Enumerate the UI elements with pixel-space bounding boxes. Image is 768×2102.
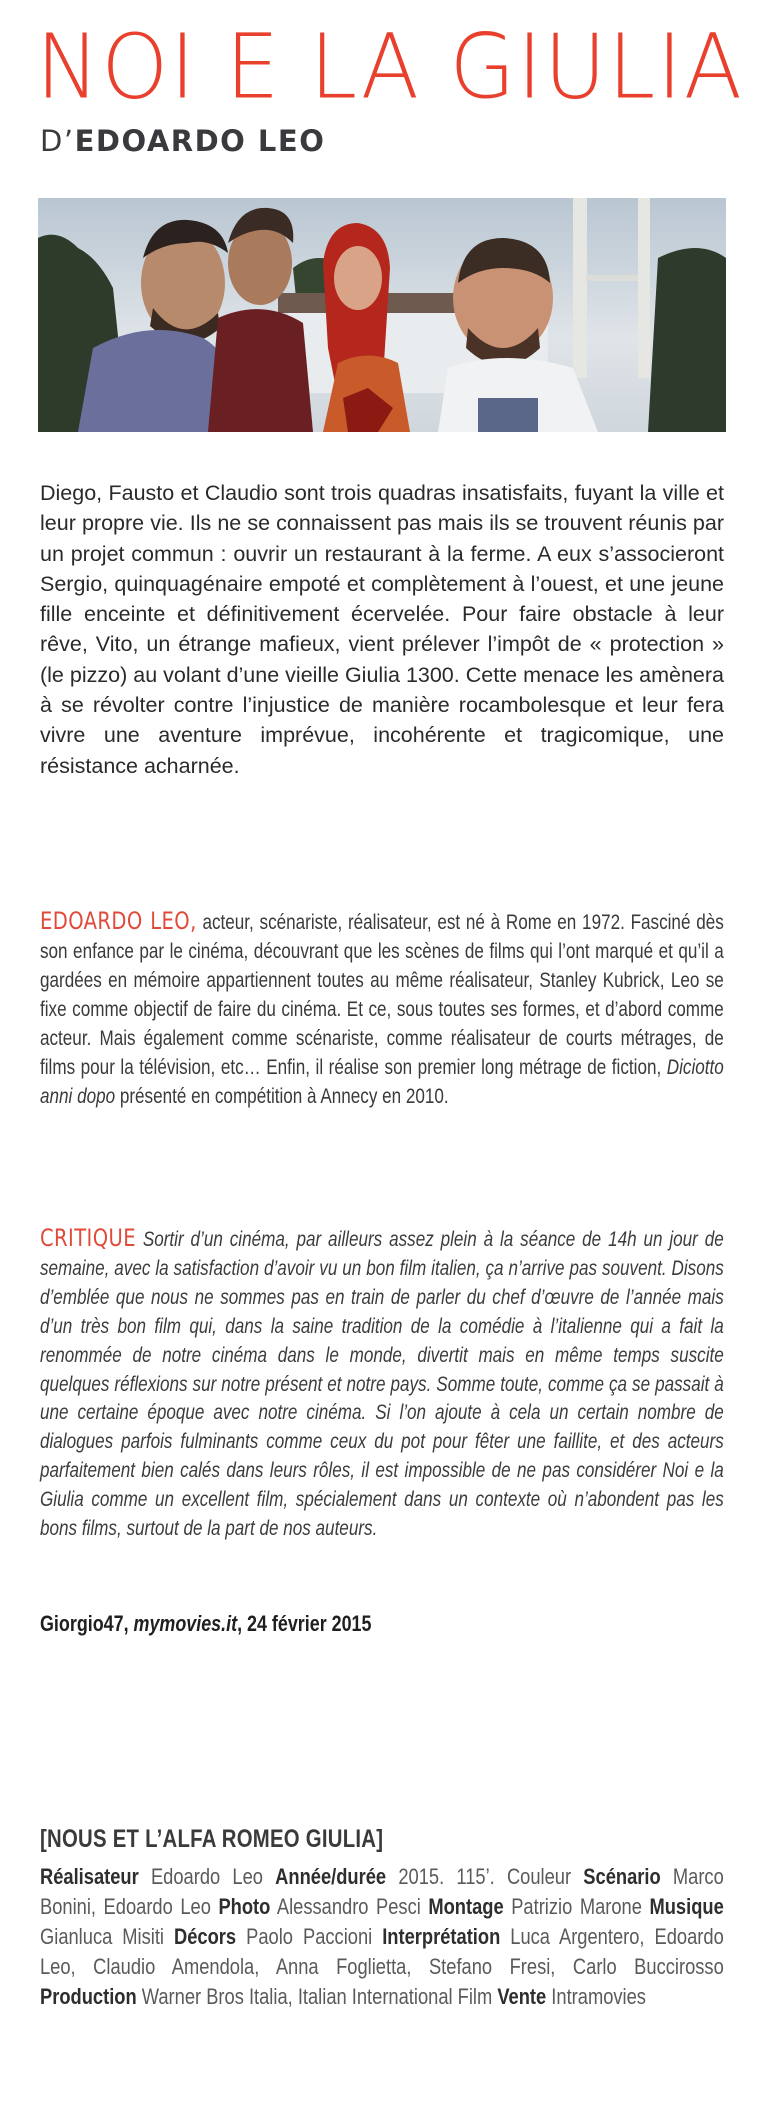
source-author: Giorgio47, xyxy=(40,1611,134,1636)
page-title xyxy=(36,14,744,119)
credit-label: Scénario xyxy=(583,1864,661,1889)
bio-text-end: présenté en compétition à Annecy en 2010. xyxy=(115,1085,449,1108)
credit-label: Musique xyxy=(649,1894,724,1919)
credits-heading-wrap xyxy=(40,1824,724,1854)
bio-film-title: Diciotto anni dopo xyxy=(40,1056,724,1108)
credit-label: Décors xyxy=(174,1924,237,1949)
critique-label: CRITIQUE xyxy=(40,1224,136,1252)
subtitle-prefix: D’ xyxy=(40,124,75,158)
critique-text: Sortir d’un cinéma, par ailleurs assez plein à la séance de 14h un jour de semaine, avec la satisfaction d’avoir vu un bon film italien, ça n’arrive pas souvent. Disons d’emblée que nous ne sommes pas en train de parler du chef d’œuvre de l’année mais d’un très bon film qui, dans la saine tradition de la comédie à l’italienne qui a fait la renommée de notre cinéma dans le monde, divertit mais en même temps suscite quelques réflexions sur notre présent et notre pays. Somme toute, comme ça se passait à une certaine époque avec notre cinéma. Si l’on ajoute à cela un certain nombre de dialogues parfois fulminants comme ceux du pot pour fêter une faillite, et des acteurs parfaitement bien calés dans leurs rôles, il est impossible de ne pas considérer Noi e la Giulia comme un excellent film, spécialement dans un contexte où n’abondent pas les bons films, surtout de la part de nos auteurs. xyxy=(40,1228,724,1541)
bio-label: EDOARDO LEO, xyxy=(40,907,197,935)
credit-value: Intramovies xyxy=(546,1984,646,2009)
credit-label: Année/durée xyxy=(275,1864,387,1889)
credit-value: Edoardo Leo xyxy=(138,1864,276,1889)
credit-label: Interprétation xyxy=(382,1924,501,1949)
credit-value: Paolo Paccioni xyxy=(236,1924,383,1949)
director-bio-section xyxy=(40,907,724,1111)
credit-value: Marco Bonini, Edoardo Leo xyxy=(40,1864,724,1919)
credit-value: Alessandro Pesci xyxy=(270,1894,429,1919)
credits-paragraph xyxy=(40,1862,724,2012)
critique-section xyxy=(40,1224,724,1544)
bio-text: acteur, scénariste, réalisateur, est né à Rome en 1972. Fasciné dès son enfance par le cinéma, découvrant que les scènes de films qui l’ont marqué et qu’il a gardées en mémoire appartiennent toutes au même réalisateur, Stanley Kubrick, Leo se fixe comme objectif de faire du cinéma. Et ce, sous toutes ses formes, et d’abord comme acteur. Mais également comme scénariste, comme réalisateur de courts métrages, de films pour la télévision, etc… Enfin, il réalise son premier long métrage de fiction, xyxy=(40,911,724,1079)
critique-paragraph xyxy=(40,1224,724,1544)
credit-label: Vente xyxy=(497,1984,547,2009)
credits-heading: [NOUS ET L’ALFA ROMEO GIULIA] xyxy=(40,1825,384,1853)
credits-section xyxy=(40,1862,724,2012)
credit-label: Réalisateur xyxy=(40,1864,139,1889)
credit-value: Patrizio Marone xyxy=(503,1894,650,1919)
credit-value: Luca Argentero, Edoardo Leo, Claudio Amendola, Anna Foglietta, Stefano Fresi, Carlo Buccirosso xyxy=(40,1924,724,1979)
source-date: , 24 février 2015 xyxy=(237,1611,372,1636)
credit-label: Montage xyxy=(428,1894,504,1919)
synopsis-paragraph: Diego, Fausto et Claudio sont trois quadras insatisfaits, fuyant la ville et leur propre vie. Ils ne se connaissent pas mais ils se trouvent réunis par un projet commun : ouvrir un restaurant à la ferme. A eux s’associeront Sergio, quinquagénaire empoté et complètement à l’ouest, et une jeune fille enceinte et définitivement écervelée. Pour faire obstacle à leur rêve, Vito, un étrange mafieux, vient prélever l’impôt de « protection » (le pizzo) au volant d’une vieille Giulia 1300. Cette menace les amènera à se révolter contre l’injustice de manière rocambolesque et leur fera vivre une aventure imprévue, incohérente et tragicomique, une résistance acharnée. xyxy=(40,481,724,778)
credit-label: Production xyxy=(40,1984,137,2009)
director-name: EDOARDO LEO xyxy=(74,124,326,158)
credit-label: Photo xyxy=(218,1894,271,1919)
director-bio-paragraph xyxy=(40,907,724,1111)
critique-source xyxy=(40,1610,724,1638)
director-subtitle xyxy=(40,124,325,158)
film-still-photo xyxy=(38,198,726,432)
credit-value: Gianluca Misiti xyxy=(40,1924,175,1949)
title-text: NOI E LA GIULIA xyxy=(36,14,744,119)
source-site: mymovies.it xyxy=(133,1611,238,1636)
credit-value: Warner Bros Italia, Italian International Film xyxy=(136,1984,498,2009)
credit-value: 2015. 115’. Couleur xyxy=(386,1864,584,1889)
